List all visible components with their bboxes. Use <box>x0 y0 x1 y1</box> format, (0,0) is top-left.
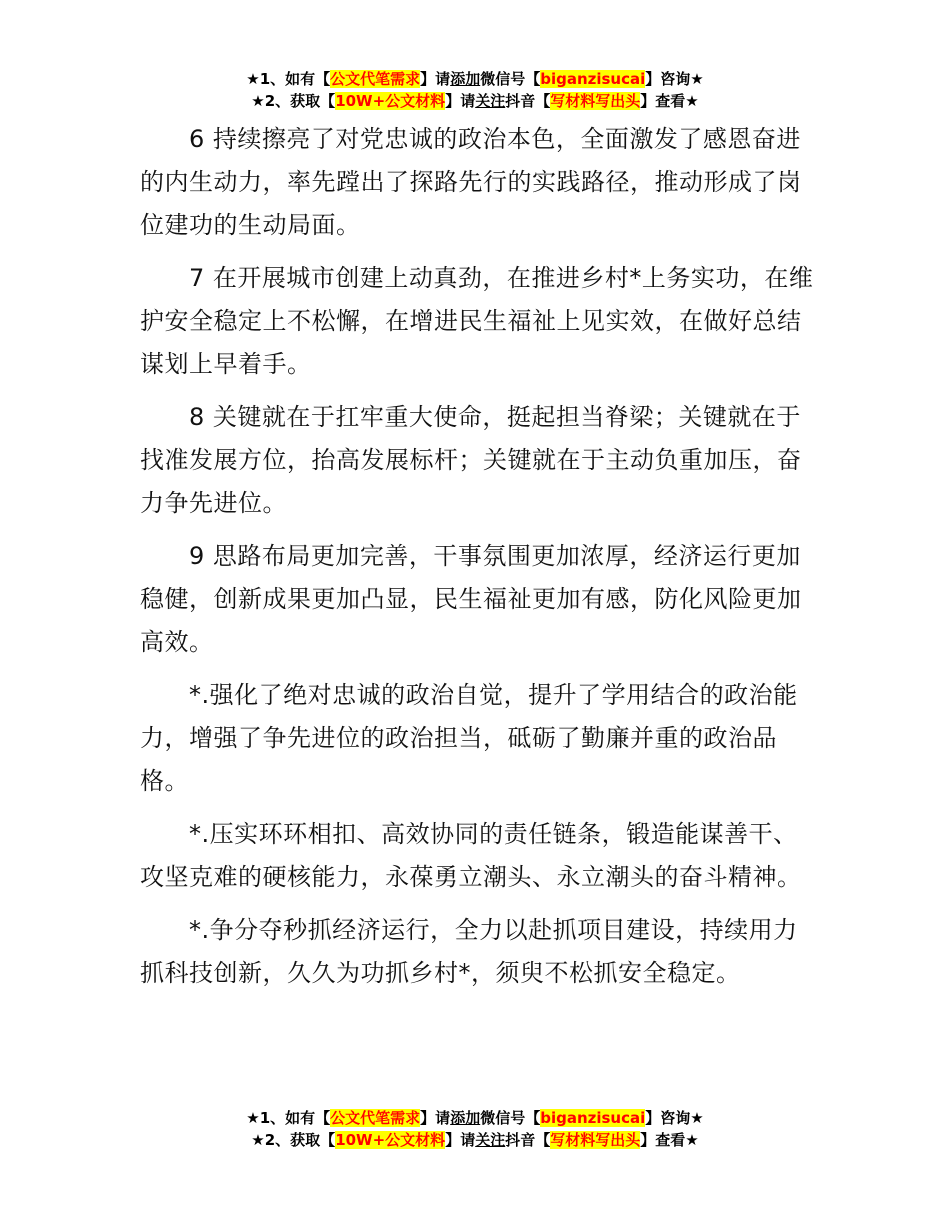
emphasis-add: 添加 <box>450 70 481 88</box>
document-body <box>140 118 820 1005</box>
highlight-materials: 10W+公文材料 <box>335 92 446 110</box>
banner-text: ★1、如有【 <box>246 70 331 88</box>
banner-text: 微信号【 <box>480 1109 541 1127</box>
header-banner <box>0 68 950 112</box>
banner-text: ★2、获取【 <box>251 92 336 110</box>
highlight-douyin-account: 写材料写出头 <box>550 1131 641 1149</box>
paragraph-responsibility-chain: *.压实环环相扣、高效协同的责任链条，锻造能谋善干、攻坚克难的硬核能力，永葆勇立潮头、永立潮头的奋斗精神。 <box>140 820 802 891</box>
highlight-wechat-id: biganzisucai <box>540 1109 646 1127</box>
footer-banner-line-1 <box>0 1107 950 1129</box>
banner-text: 】咨询★ <box>645 1109 704 1127</box>
banner-text: 】请 <box>420 70 451 88</box>
paragraph-6: 6 持续擦亮了对党忠诚的政治本色，全面激发了感恩奋进的内生动力，率先蹚出了探路先行的实践路径，推动形成了岗位建功的生动局面。 <box>140 125 802 239</box>
banner-text: 抖音【 <box>505 92 551 110</box>
banner-text: ★2、获取【 <box>251 1131 336 1149</box>
banner-text: 】请 <box>445 92 476 110</box>
header-banner-line-2 <box>0 90 950 112</box>
banner-text: 】查看★ <box>640 92 699 110</box>
banner-text: 】咨询★ <box>645 70 704 88</box>
banner-text: ★1、如有【 <box>246 1109 331 1127</box>
highlight-wechat-id: biganzisucai <box>540 70 646 88</box>
banner-text: 】请 <box>420 1109 451 1127</box>
emphasis-follow: 关注 <box>475 1131 506 1149</box>
paragraph-9: 9 思路布局更加完善，干事氛围更加浓厚，经济运行更加稳健，创新成果更加凸显，民生福祉更加有感，防化风险更加高效。 <box>140 542 802 656</box>
paragraph-7: 7 在开展城市创建上动真劲，在推进乡村*上务实功，在维护安全稳定上不松懈，在增进民生福祉上见实效，在做好总结谋划上早着手。 <box>140 264 814 378</box>
emphasis-follow: 关注 <box>475 92 506 110</box>
banner-text: 】查看★ <box>640 1131 699 1149</box>
header-banner-line-1 <box>0 68 950 90</box>
paragraph-economic-operation: *.争分夺秒抓经济运行，全力以赴抓项目建设，持续用力抓科技创新，久久为功抓乡村*，须臾不松抓安全稳定。 <box>140 916 798 987</box>
paragraph-8: 8 关键就在于扛牢重大使命，挺起担当脊梁；关键就在于找准发展方位，抬高发展标杆；关键就在于主动负重加压，奋力争先进位。 <box>140 403 802 517</box>
emphasis-add: 添加 <box>450 1109 481 1127</box>
highlight-ghostwriting: 公文代笔需求 <box>330 1109 421 1127</box>
banner-text: 抖音【 <box>505 1131 551 1149</box>
paragraph-political-loyalty: *.强化了绝对忠诚的政治自觉，提升了学用结合的政治能力，增强了争先进位的政治担当，砥砺了勤廉并重的政治品格。 <box>140 681 798 795</box>
highlight-douyin-account: 写材料写出头 <box>550 92 641 110</box>
banner-text: 微信号【 <box>480 70 541 88</box>
footer-banner <box>0 1107 950 1151</box>
highlight-materials: 10W+公文材料 <box>335 1131 446 1149</box>
highlight-ghostwriting: 公文代笔需求 <box>330 70 421 88</box>
banner-text: 】请 <box>445 1131 476 1149</box>
footer-banner-line-2 <box>0 1129 950 1151</box>
